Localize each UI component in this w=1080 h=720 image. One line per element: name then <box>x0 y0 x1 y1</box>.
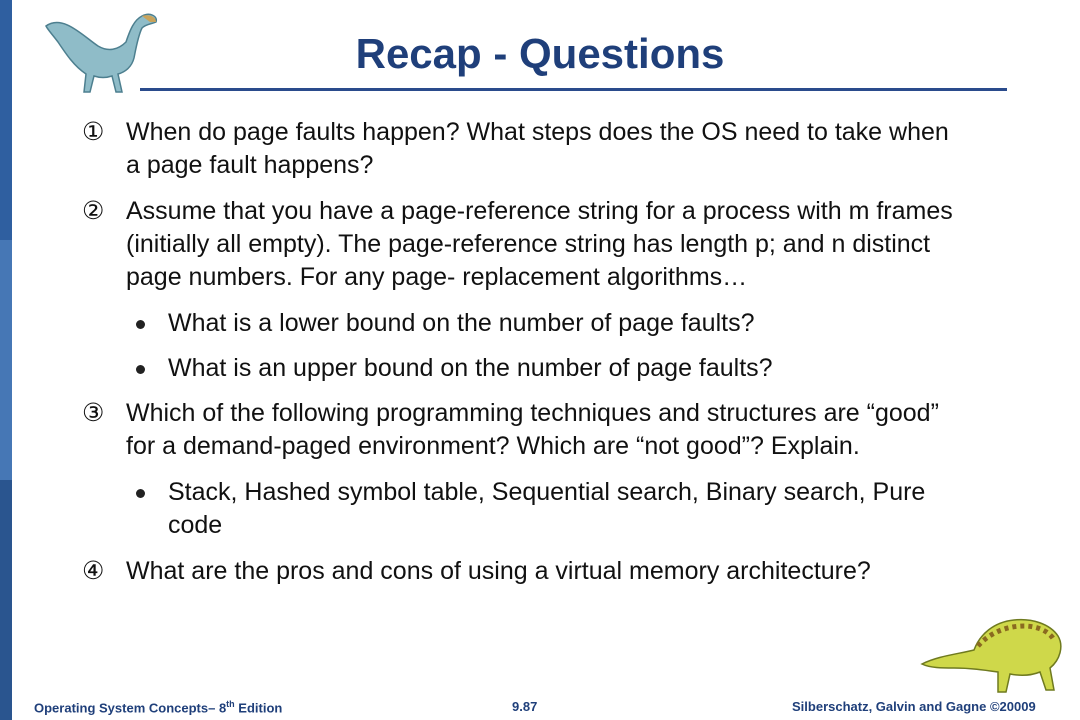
footer-book-title <box>34 699 282 715</box>
footer-authors: Silberschatz, Galvin and Gagne ©20009 <box>792 699 1036 714</box>
question-number: ④ <box>82 557 105 585</box>
left-accent-bar <box>0 0 12 720</box>
bullet-dot <box>136 365 145 374</box>
footer-book-title-sup: th <box>226 699 235 709</box>
footer-page-number: 9.87 <box>512 699 538 714</box>
question-line: page numbers. For any page- replacement algorithms… <box>126 263 748 291</box>
question-line: (initially all empty). The page-reference string has length p; and n distinct <box>126 230 931 258</box>
bullet-text: code <box>168 511 223 539</box>
bullet-text: What is a lower bound on the number of page faults? <box>168 309 755 337</box>
question-line: Which of the following programming techniques and structures are “good” <box>126 399 939 427</box>
question-number: ② <box>82 197 105 225</box>
question-line: a page fault happens? <box>126 151 374 179</box>
slide-title: Recap - Questions <box>355 30 725 77</box>
title-underline <box>140 88 1007 91</box>
question-number: ③ <box>82 399 105 427</box>
bullet-dot <box>136 489 145 498</box>
bullet-text: Stack, Hashed symbol table, Sequential search, Binary search, Pure <box>168 478 926 506</box>
footer-book-title-edition: Edition <box>234 700 283 716</box>
question-line: for a demand-paged environment? Which are “not good”? Explain. <box>126 432 860 460</box>
footer-book-title-main: Operating System Concepts– 8 <box>34 700 227 716</box>
bullet-text: What is an upper bound on the number of page faults? <box>168 354 773 382</box>
question-line: Assume that you have a page-reference string for a process with m frames <box>126 197 953 225</box>
question-line: What are the pros and cons of using a virtual memory architecture? <box>126 557 871 585</box>
dinosaur-logo-top <box>38 6 168 96</box>
question-line: When do page faults happen? What steps does the OS need to take when <box>126 118 949 146</box>
question-number: ① <box>82 118 105 146</box>
bullet-dot <box>136 320 145 329</box>
dinosaur-logo-bottom <box>918 610 1068 698</box>
